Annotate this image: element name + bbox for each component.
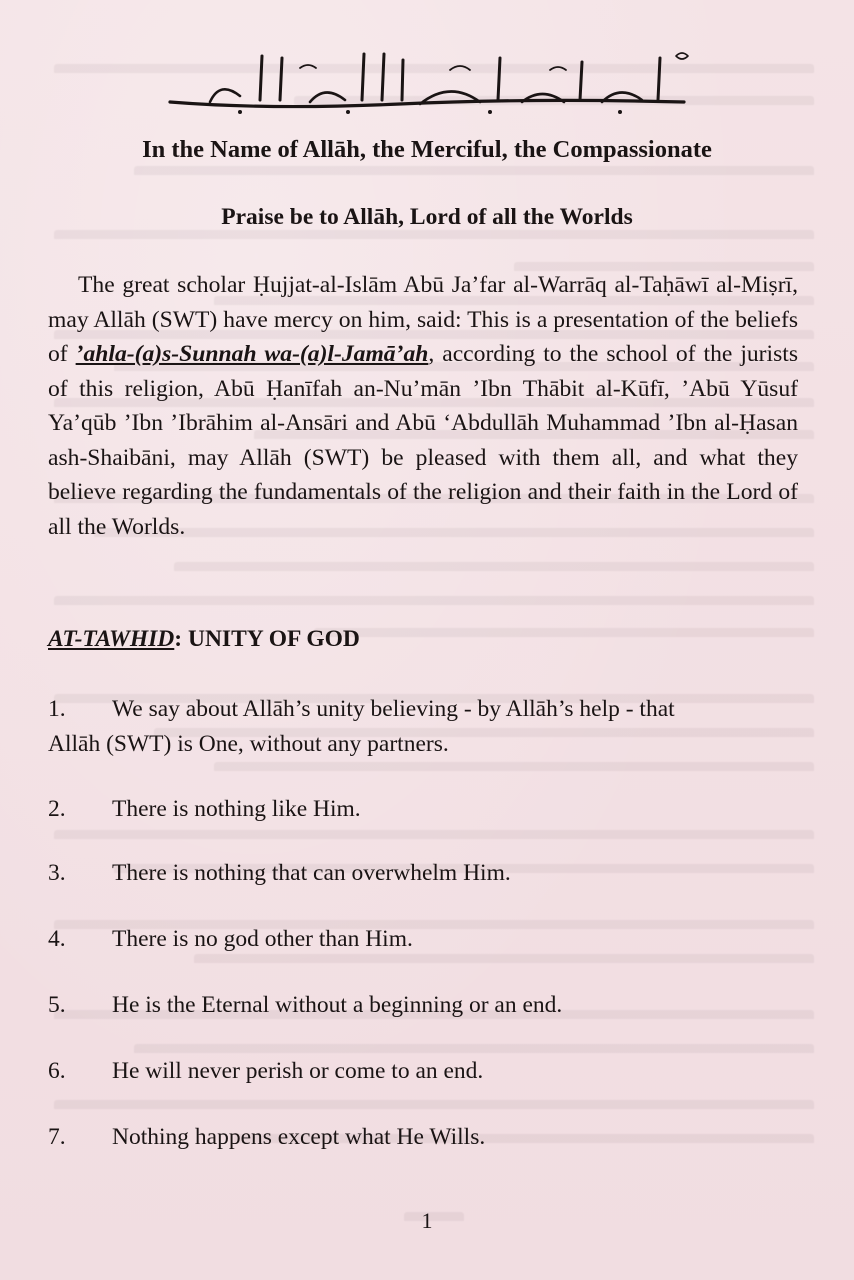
list-item	[48, 792, 808, 827]
intro-paragraph	[48, 268, 798, 544]
item-number: 1.	[48, 696, 66, 722]
list-item	[48, 692, 808, 761]
intro-text-part1: The great scholar Ḥujjat-al-Islām Abū Ja’far al-Warrāq al-Taḥāwī al-Miṣrī, may Allāh (SWT) have mercy on him, said: This is a presentation of the beliefs of	[48, 272, 798, 367]
page-heading: In the Name of Allāh, the Merciful, the Compassionate	[142, 136, 712, 163]
intro-text-part2: , according to the school of the jurists of this religion, Abū Ḥanīfah an-Nu’mān ’Ibn Thābit al-Kūfī, ’Abū Yūsuf Ya’qūb ’Ibn ’Ibrāhim al-Ansāri and Abū ‘Abdullāh Muhammad ’Ibn al-Ḥasan ash-Shaibāni, may Allāh (SWT) be pleased with them all, and what they believe regarding the fundamentals of the religion and their faith in the Lord of all the Worlds.	[48, 341, 799, 540]
item-text: There is nothing that can overwhelm Him.	[112, 860, 511, 886]
list-item	[48, 1054, 808, 1089]
item-text: He is the Eternal without a beginning or an end.	[112, 992, 563, 1018]
list-item	[48, 1120, 808, 1155]
item-text: There is nothing like Him.	[112, 796, 361, 822]
item-text: He will never perish or come to an end.	[112, 1058, 484, 1084]
item-text-continued: Allāh (SWT) is One, without any partners.	[48, 730, 449, 757]
item-text: There is no god other than Him.	[112, 926, 413, 952]
list-item	[48, 856, 808, 891]
list-item	[48, 988, 808, 1023]
section-title-rest: : UNITY OF GOD	[174, 626, 360, 652]
page-subheading: Praise be to Allāh, Lord of all the Worlds	[221, 204, 633, 230]
item-text: Nothing happens except what He Wills.	[112, 1124, 486, 1150]
page-number: 1	[421, 1208, 433, 1233]
intro-term: ’ahla-(a)s-Sunnah wa-(a)l-Jamā’ah	[75, 341, 429, 367]
item-number: 5.	[48, 992, 66, 1018]
list-item	[48, 922, 808, 957]
item-text: We say about Allāh’s unity believing - by Allāh’s help - that	[112, 696, 675, 722]
item-number: 2.	[48, 796, 66, 822]
item-number: 7.	[48, 1124, 66, 1150]
item-number: 6.	[48, 1058, 66, 1084]
item-number: 4.	[48, 926, 66, 952]
section-title	[48, 626, 360, 653]
item-number: 3.	[48, 860, 66, 886]
section-title-italic: AT-TAWHID	[48, 626, 175, 652]
basmala-calligraphy	[150, 40, 704, 118]
